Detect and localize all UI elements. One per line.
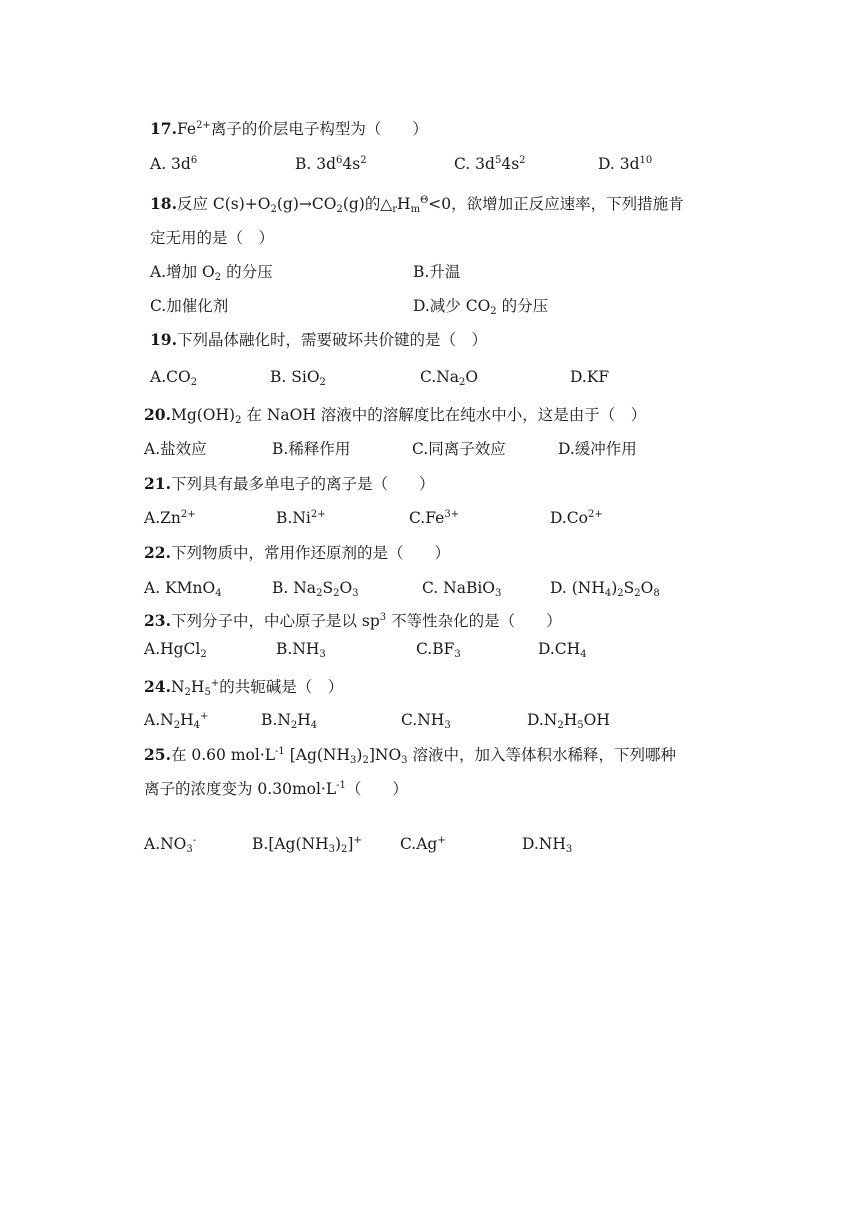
option-b[interactable]: B.升温 bbox=[413, 263, 461, 281]
option-b[interactable]: $B.[Ag(NH_3)_2]^+$ bbox=[252, 835, 362, 855]
question-17-stem: $17.Fe^{2+}$离子的价层电子构型为（ ） bbox=[150, 119, 428, 138]
option-c[interactable]: C. NaBiO$_3$ bbox=[422, 579, 502, 599]
option-b[interactable]: B. $3d^64s^2$ bbox=[295, 155, 367, 173]
option-c[interactable]: $C.BF_3$ bbox=[416, 640, 461, 660]
option-b[interactable]: $B.N_2H_4$ bbox=[261, 711, 318, 731]
question-24-stem: $24.N_2H_5^+$的共轭碱是（ ） bbox=[144, 677, 344, 698]
option-a[interactable]: A.HgCl$_2$ bbox=[144, 640, 207, 660]
option-b[interactable]: $B.NH_3$ bbox=[276, 640, 326, 660]
option-a[interactable]: A.盐效应 bbox=[144, 440, 207, 458]
option-c[interactable]: C.加催化剂 bbox=[150, 297, 229, 315]
option-b[interactable]: B.稀释作用 bbox=[272, 440, 351, 458]
option-b[interactable]: $B.Ni^{2+}$ bbox=[276, 509, 326, 527]
question-20-stem: $20.Mg(OH)_2$ 在 NaOH 溶液中的溶解度比在纯水中小，这是由于（ ） bbox=[144, 405, 647, 426]
option-d[interactable]: D.减少 $CO_2$ 的分压 bbox=[413, 297, 549, 317]
option-a[interactable]: $A.Zn^{2+}$ bbox=[144, 509, 196, 527]
option-b[interactable]: B. $Na_2S_2O_3$ bbox=[272, 579, 359, 599]
option-b[interactable]: B. SiO$_2$ bbox=[270, 368, 326, 388]
option-a[interactable]: A. $3d^6$ bbox=[150, 155, 198, 173]
question-23-stem: 23.下列分子中，中心原子是以 $sp^3$ 不等性杂化的是（ ） bbox=[144, 611, 562, 630]
option-d[interactable]: $D.CH_4$ bbox=[538, 640, 587, 660]
option-d[interactable]: D. $3d^{10}$ bbox=[598, 155, 653, 173]
question-19-stem: 19.下列晶体融化时，需要破坏共价键的是（ ） bbox=[150, 330, 487, 349]
option-a[interactable]: A. KMnO$_4$ bbox=[144, 579, 222, 599]
question-22-stem: 22.下列物质中，常用作还原剂的是（ ） bbox=[144, 543, 450, 562]
option-c[interactable]: C. $3d^54s^2$ bbox=[454, 155, 526, 173]
option-d[interactable]: D.KF bbox=[570, 368, 610, 386]
option-c[interactable]: C.同离子效应 bbox=[412, 440, 506, 458]
option-d[interactable]: D. $(NH_4)_2S_2O_8$ bbox=[550, 579, 660, 599]
option-d[interactable]: $D.N_2H_5OH$ bbox=[527, 711, 610, 731]
option-d[interactable]: $D.Co^{2+}$ bbox=[550, 509, 603, 527]
option-d[interactable]: $D.NH_3$ bbox=[522, 835, 573, 855]
question-21-stem: 21.下列具有最多单电子的离子是（ ） bbox=[144, 474, 435, 493]
question-25-stem-line2: 离子的浓度变为 $0.30mol\cdot L^{-1}$（ ） bbox=[144, 780, 408, 798]
option-a[interactable]: $A.NO_3^-$ bbox=[144, 835, 197, 855]
question-18-stem: 18.反应 $C(s)+O_2(g)\to CO_2(g)$的$\triangle_rH_m^\Theta<0$，欲增加正反应速率，下列措施肯 bbox=[150, 194, 684, 215]
option-c[interactable]: $C.NH_3$ bbox=[401, 711, 451, 731]
option-a[interactable]: A.增加 $O_2$ 的分压 bbox=[150, 263, 273, 283]
option-c[interactable]: $C.Fe^{3+}$ bbox=[409, 509, 460, 527]
option-d[interactable]: D.缓冲作用 bbox=[558, 440, 637, 458]
question-18-stem-line2: 定无用的是（ ） bbox=[150, 229, 275, 247]
option-c[interactable]: $C.Na_2O$ bbox=[420, 368, 479, 388]
question-25-stem: 25.在 0.60 $mol\cdot L^{-1}$ $[Ag(NH_3)_2]NO_3$ 溶液中，加入等体积水稀释，下列哪种 bbox=[144, 745, 676, 766]
option-a[interactable]: $A.CO_2$ bbox=[150, 368, 198, 388]
option-c[interactable]: C.Ag+ bbox=[400, 835, 446, 853]
option-a[interactable]: $A.N_2H_4^+$ bbox=[144, 711, 209, 731]
